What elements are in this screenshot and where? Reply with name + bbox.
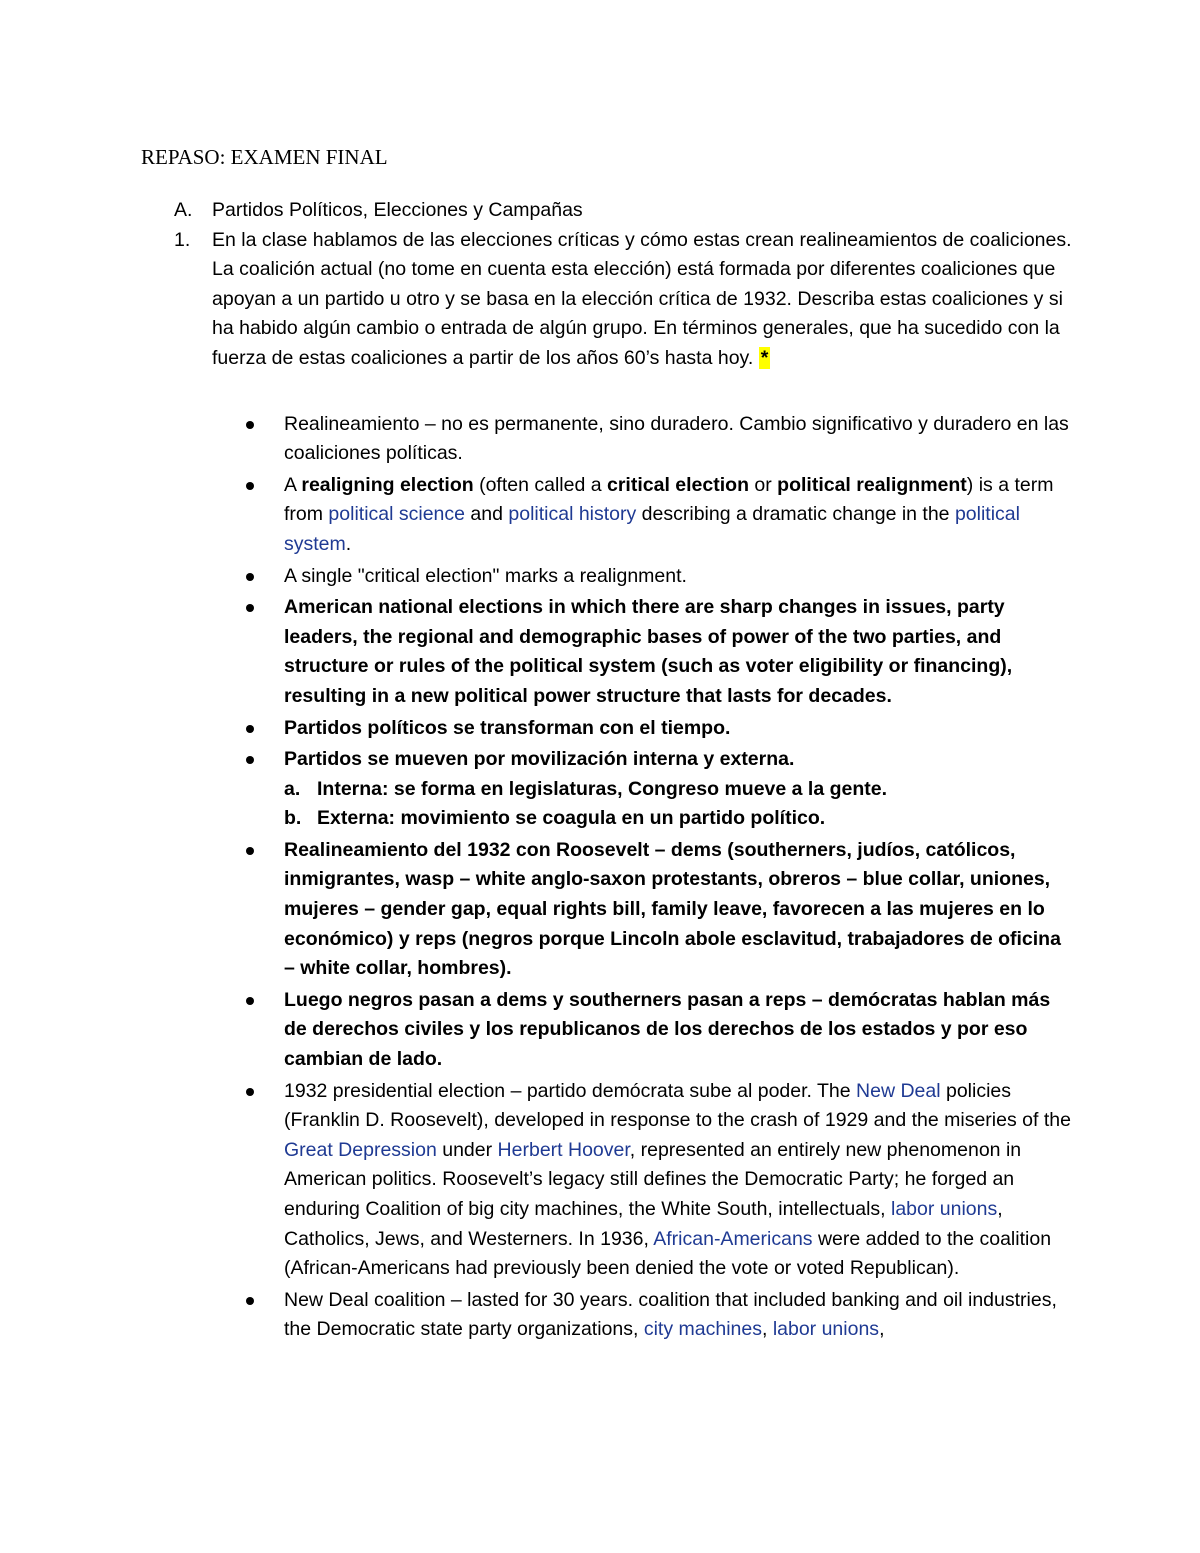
link-great-depression[interactable]: Great Depression <box>284 1138 437 1161</box>
link-labor-unions[interactable]: labor unions <box>772 1318 880 1341</box>
sub-item-letter: a. <box>284 777 301 800</box>
bullet-icon <box>246 604 254 612</box>
question-1 <box>0 226 1200 374</box>
bullet-icon <box>246 482 254 490</box>
link-labor-unions[interactable]: labor unions <box>891 1198 998 1220</box>
bullet-icon <box>246 997 254 1005</box>
link-political-science[interactable]: political science <box>328 503 465 526</box>
bullet-icon <box>246 421 254 429</box>
link-political-system[interactable]: political system <box>284 503 1020 555</box>
sub-item: a. Interna: se forma en legislaturas, Congreso mueve a la gente. <box>0 775 1200 805</box>
link-herbert-hoover[interactable]: Herbert Hoover <box>497 1138 630 1161</box>
bullet-icon <box>246 573 254 581</box>
bullet-icon <box>246 1297 254 1305</box>
bullet-item: Partidos se mueven por movilización interna y externa. <box>0 745 1200 775</box>
bullet-icon <box>246 756 254 764</box>
link-political-history[interactable]: political history <box>508 503 637 526</box>
bullet-item: 1932 presidential election – partido demócrata sube al poder. The New Deal policies (Franklin D. Roosevelt), developed in response to the crash of 1929 and the miseries of the Great Depression under Herbert Hoover, represented an entirely new phenomenon in American politics. Roosevelt’s legacy still defines the Democratic Party; he forged an enduring Coalition of big city machines, the White South, intellectuals, labor unions, Catholics, Jews, and Westerners. In 1936, African-Americans were added to the coalition (African-Americans had previously been denied the vote or voted Republican). <box>0 1077 1200 1284</box>
bullet-icon <box>246 1088 254 1096</box>
bullet-item: American national elections in which there are sharp changes in issues, party leaders, the regional and demographic bases of power of the two parties, and structure or rules of the political system (such as voter eligibility or financing), resulting in a new political power structure that lasts for decades. <box>0 593 1200 711</box>
sub-item: b. Externa: movimiento se coagula en un partido político. <box>0 804 1200 834</box>
document-title: REPASO: EXAMEN FINAL <box>141 145 388 169</box>
bullet-item: Partidos políticos se transforman con el tiempo. <box>0 714 1200 744</box>
section-a <box>0 196 1200 226</box>
question-1-number: 1. <box>174 228 191 251</box>
link-african-americans[interactable]: African-Americans <box>653 1227 813 1250</box>
highlighted-asterisk: * <box>760 346 769 369</box>
bullet-item: Luego negros pasan a dems y southerners pasan a reps – demócratas hablan más de derechos civiles y los republicanos de los derechos de los estados y por eso cambian de lado. <box>0 986 1200 1075</box>
document-body <box>0 196 1200 1345</box>
question-1-text: En la clase hablamos de las elecciones críticas y cómo estas crean realineamientos de coaliciones. La coalición actual (no tome en cuenta esta elección) está formada por diferentes coaliciones que apoyan a un partido u otro y se basa en la elección crítica de 1932. Describa estas coaliciones y si ha habido algún cambio o entrada de algún grupo. En términos generales, que ha sucedido con la fuerza de estas coaliciones a partir de los años 60’s hasta hoy. * <box>212 228 1072 369</box>
bullet-item: Realineamiento – no es permanente, sino duradero. Cambio significativo y duradero en las coaliciones políticas. <box>0 410 1200 469</box>
bullet-icon <box>246 725 254 733</box>
bullet-item: A single "critical election" marks a realignment. <box>0 562 1200 592</box>
section-a-letter: A. <box>174 199 193 221</box>
bullet-item: Realineamiento del 1932 con Roosevelt – dems (southerners, judíos, católicos, inmigrantes, wasp – white anglo-saxon protestants, obreros – blue collar, uniones, mujeres – gender gap, equal rights bill, family leave, favorecen a las mujeres en lo económico) y reps (negros porque Lincoln abole esclavitud, trabajadores de oficina – white collar, hombres). <box>0 836 1200 984</box>
link-city-machines[interactable]: city machines <box>643 1318 762 1341</box>
section-a-heading: Partidos Políticos, Elecciones y Campañas <box>212 199 583 221</box>
bullet-item: A realigning election (often called a critical election or political realignment) is a term from political science and political history describing a dramatic change in the political system. <box>0 471 1200 560</box>
sub-item-letter: b. <box>284 807 302 830</box>
link-new-deal[interactable]: New Deal <box>856 1079 941 1102</box>
bullet-item: New Deal coalition – lasted for 30 years. coalition that included banking and oil industries, the Democratic state party organizations, city machines, labor unions, <box>0 1286 1200 1345</box>
bullet-icon <box>246 847 254 855</box>
